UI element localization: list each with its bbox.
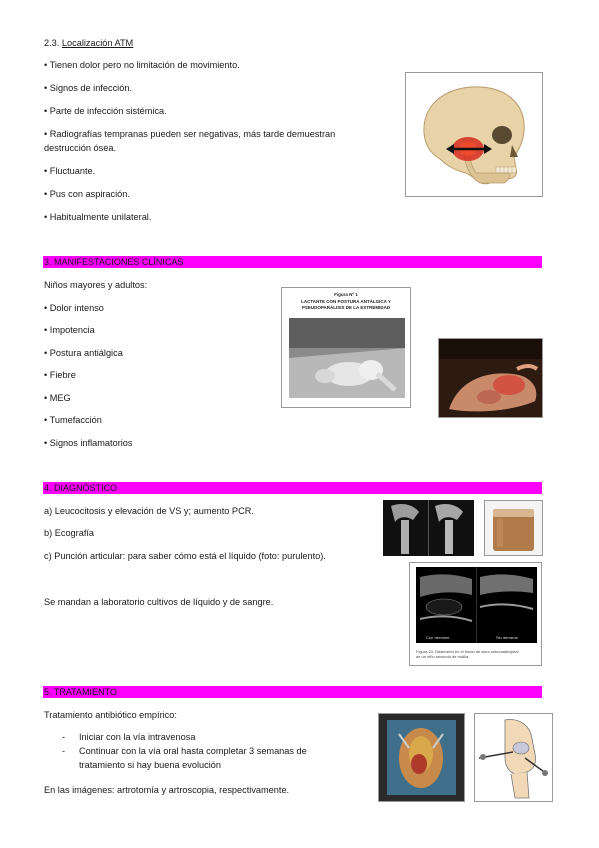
treatment-item-continuation: tratamiento si hay buena evolución	[79, 760, 221, 770]
tratamiento-intro: Tratamiento antibiótico empírico:	[44, 710, 177, 720]
manifestaciones-intro: Niños mayores y adultos:	[44, 280, 148, 290]
heading-title: Localización ATM	[61, 38, 134, 48]
atm-bullet: • Parte de infección sistémica.	[44, 106, 167, 116]
arthroscopy-illustration	[474, 713, 553, 802]
figure-title-line: LACTANTE CON POSTURA ANTÁLGICA Y	[301, 299, 391, 304]
arthrotomy-photo	[378, 713, 465, 802]
xray-images	[383, 500, 474, 556]
symptom-bullet: • Dolor intenso	[44, 303, 104, 313]
symptom-bullet: • Impotencia	[44, 325, 95, 335]
diagnostic-item: b) Ecografía	[44, 528, 95, 538]
symptom-bullet: • Signos inflamatorios	[44, 438, 133, 448]
infant-photo	[289, 318, 405, 398]
diagnostic-item: a) Leucocitosis y elevación de VS y; aumento PCR.	[44, 506, 254, 516]
ultrasound-images	[416, 567, 537, 643]
diagnostic-item: c) Punción articular: para saber cómo está el líquido (foto: purulento).	[44, 551, 326, 561]
symptom-bullet: • MEG	[44, 393, 71, 403]
heading-number: 2.3.	[44, 38, 62, 48]
symptom-bullet: • Postura antiálgica	[44, 348, 123, 358]
us-caption: Figura 24. Distensión en el fondo de saco subcuadricipital	[416, 649, 519, 654]
inflamed-limb-photo	[438, 338, 543, 418]
atm-bullet: • Signos de infección.	[44, 83, 132, 93]
figure-label: Figura Nº 1	[334, 292, 358, 297]
us-caption: de un niño secundo de rodilla.	[416, 654, 470, 659]
us-label-left: Con derrame	[426, 635, 450, 640]
figure-title-line: PSEUDOPARÁLISIS DE LA EXTREMIDAD	[301, 305, 391, 310]
ultrasound-figure	[409, 562, 542, 666]
cultivos-note: Se mandan a laboratorio cultivos de líquido y de sangre.	[44, 597, 274, 607]
skull-tmj-image	[405, 72, 543, 197]
treatment-item: Continuar con la vía oral hasta completar 3 semanas de	[79, 746, 307, 756]
us-label-right: Sin derrame	[496, 635, 518, 640]
dash-bullet-icon: -	[62, 746, 66, 756]
infant-posture-figure	[281, 287, 411, 408]
dash-bullet-icon: -	[62, 732, 66, 742]
symptom-bullet: • Fiebre	[44, 370, 76, 380]
atm-bullet: • Fluctuante.	[44, 166, 96, 176]
images-note: En las imágenes: artrotomía y artroscopia, respectivamente.	[44, 785, 290, 795]
section-manifestaciones-heading: 3. MANIFESTACIONES CLÍNICAS	[43, 256, 542, 268]
atm-bullet: • Habitualmente unilateral.	[44, 212, 152, 222]
treatment-item: Iniciar con la vía intravenosa	[79, 732, 196, 742]
atm-bullet: • Tienen dolor pero no limitación de movimiento.	[44, 60, 240, 70]
purulent-fluid-photo	[484, 500, 543, 556]
atm-bullet-continuation: destrucción ósea.	[44, 143, 117, 153]
atm-bullet: • Pus con aspiración.	[44, 189, 130, 199]
section-diagnostico-heading: 4. DIAGNÓSTICO	[43, 482, 542, 494]
section-atm-heading	[44, 38, 133, 48]
symptom-bullet: • Tumefacción	[44, 415, 102, 425]
atm-bullet: • Radiografías tempranas pueden ser negativas, más tarde demuestran	[44, 129, 336, 139]
section-tratamiento-heading: 5. TRATAMIENTO	[43, 686, 542, 698]
